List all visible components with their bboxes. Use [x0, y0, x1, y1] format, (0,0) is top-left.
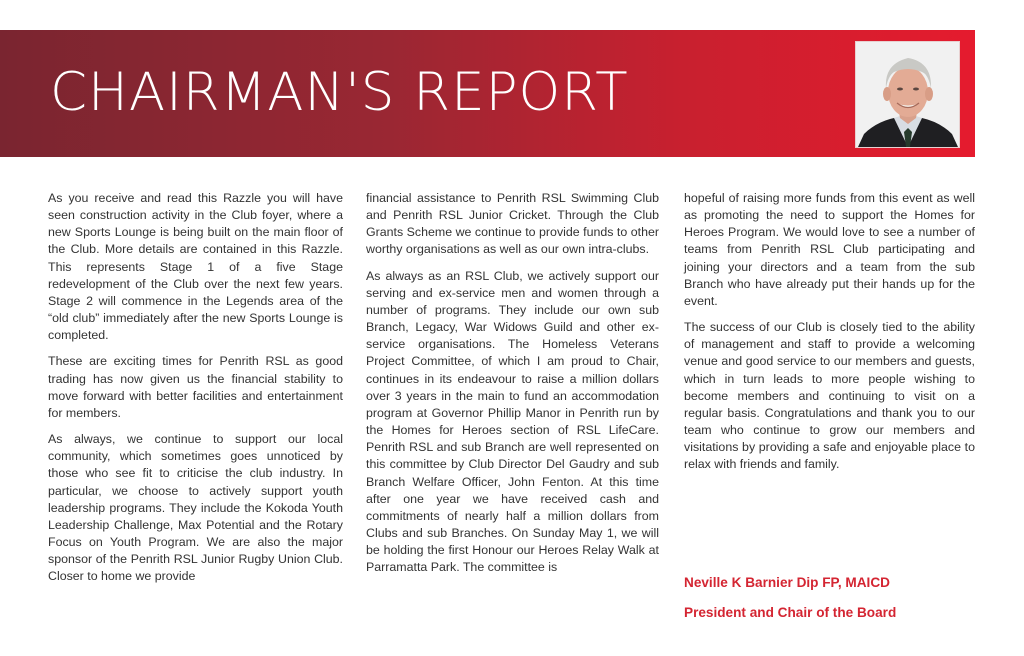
signature-block [684, 568, 984, 628]
paragraph: These are exciting times for Penrith RSL as good trading has now given us the financial stability to move forward with better facilities and entertainment for members. [48, 354, 343, 420]
article-column-3 [684, 190, 975, 483]
paragraph: financial assistance to Penrith RSL Swimming Club and Penrith RSL Junior Cricket. Through the Club Grants Scheme we continue to provide funds to other worthy organisations as well as our own intra-clubs. [366, 191, 659, 257]
signature-name: Neville K Barnier Dip FP, MAICD [684, 575, 890, 590]
paragraph: The success of our Club is closely tied to the ability of management and staff to provide a welcoming venue and good service to our members and guests, which in turn leads to more people wishing to become members and continuing to visit on a regular basis. Congratulations and thank you to our team who continue to grow our members and visitations by providing a safe and enjoyable place to relax with friends and family. [684, 320, 975, 472]
signature-title: President and Chair of the Board [684, 605, 897, 620]
chairman-portrait [855, 41, 960, 148]
paragraph: hopeful of raising more funds from this event as well as promoting the need to support the Homes for Heroes Program. We would love to see a number of teams from Penrith RSL Club participating and joining your directors and a team from the sub Branch who have already put their hands up for the event. [684, 191, 975, 308]
portrait-photo-icon [856, 42, 959, 147]
article-column-1 [48, 190, 343, 594]
paragraph: As always as an RSL Club, we actively support our serving and ex-service men and women through a number of programs. They include our own sub Branch, Legacy, War Widows Guild and other ex-service organisations. The Homeless Veterans Project Committee, of which I am proud to Chair, continues in its endeavour to raise a million dollars over 3 years in the main to fund an accommodation program at Governor Phillip Manor in Penrith run by the Homes for Heroes section of RSL LifeCare. Penrith RSL and sub Branch are well represented on this committee by Club Director Del Gaudry and sub Branch Welfare Officer, John Fenton. At this time after one year we have received cash and commitments of nearly half a million dollars from Clubs and sub Branches. On Sunday May 1, we will be holding the first Honour our Heroes Relay Walk at Parramatta Park. The committee is [366, 268, 659, 575]
page-title: CHAIRMAN'S REPORT [50, 62, 629, 123]
paragraph: As always, we continue to support our local community, which sometimes goes unnoticed by those who see fit to criticise the club industry. In particular, we choose to actively support youth leadership programs. They include the Kokoda Youth Leadership Challenge, Max Potential and the Rotary Focus on Youth Program. We are also the major sponsor of the Penrith RSL Junior Rugby Union Club. Closer to home we provide [48, 432, 343, 584]
paragraph: As you receive and read this Razzle you will have seen construction activity in the Club foyer, where a new Sports Lounge is being built on the main floor of the Club. More details are contained in this Razzle. This represents Stage 1 of a five Stage redevelopment of the Club over the next few years. Stage 2 will commence in the Legends area of the “old club” immediately after the new Sports Lounge is completed. [48, 191, 343, 343]
article-column-2 [366, 190, 659, 585]
